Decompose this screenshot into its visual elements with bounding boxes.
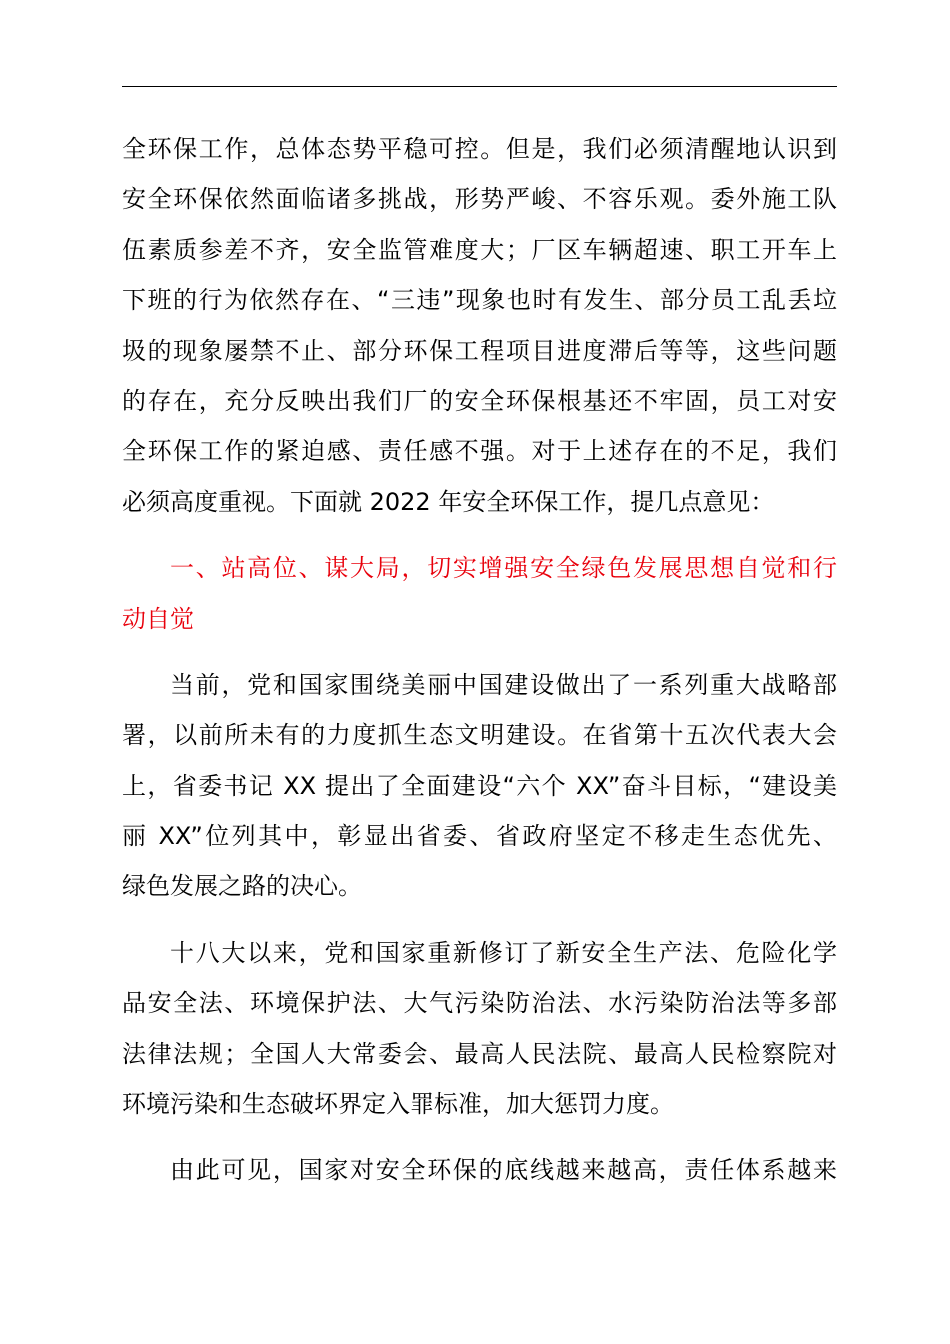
text-line: 全环保工作，总体态势平稳可控。但是，我们必须清醒地认识到 xyxy=(122,135,837,163)
text-line: 环境污染和生态破坏界定入罪标准，加大惩罚力度。 xyxy=(122,1090,674,1119)
text-line: 伍素质参差不齐，安全监管难度大；厂区车辆超速、职工开车上 xyxy=(122,235,837,264)
paragraph-continuation xyxy=(122,124,837,527)
text-line: 的存在，充分反映出我们厂的安全环保根基还不牢固，员工对安 xyxy=(122,386,837,415)
heading-line: 动自觉 xyxy=(122,604,194,633)
section-heading xyxy=(122,543,837,644)
text-line: 由此可见，国家对安全环保的底线越来越高，责任体系越来 xyxy=(170,1156,837,1185)
text-line: 十八大以来，党和国家重新修订了新安全生产法、危险化学 xyxy=(170,938,837,967)
paragraph xyxy=(122,1145,837,1195)
text-line: 上，省委书记 XX 提出了全面建设“六个 XX”奋斗目标，“建设美 xyxy=(122,771,837,800)
text-line: 必须高度重视。下面就 2022 年安全环保工作，提几点意见： xyxy=(122,487,775,516)
text-line: 下班的行为依然存在、“三违”现象也时有发生、部分员工乱丢垃 xyxy=(122,286,837,315)
text-line: 绿色发展之路的决心。 xyxy=(122,872,362,901)
text-line: 法律法规；全国人大常委会、最高人民法院、最高人民检察院对 xyxy=(122,1039,837,1068)
paragraph xyxy=(122,660,837,912)
text-line: 丽 XX”位列其中，彰显出省委、省政府坚定不移走生态优先、 xyxy=(122,822,837,851)
document-body xyxy=(122,124,837,1196)
text-line: 圾的现象屡禁不止、部分环保工程项目进度滞后等等，这些问题 xyxy=(122,336,837,365)
paragraph xyxy=(122,928,837,1130)
text-line: 署，以前所未有的力度抓生态文明建设。在省第十五次代表大会 xyxy=(122,721,837,750)
text-line: 全环保工作的紧迫感、责任感不强。对于上述存在的不足，我们 xyxy=(122,437,837,466)
text-line: 安全环保依然面临诸多挑战，形势严峻、不容乐观。委外施工队 xyxy=(122,185,837,214)
header-rule xyxy=(122,86,837,87)
text-line: 当前，党和国家围绕美丽中国建设做出了一系列重大战略部 xyxy=(170,670,837,699)
text-line: 品安全法、环境保护法、大气污染防治法、水污染防治法等多部 xyxy=(122,989,837,1018)
heading-line: 一、站高位、谋大局，切实增强安全绿色发展思想自觉和行 xyxy=(170,554,837,583)
